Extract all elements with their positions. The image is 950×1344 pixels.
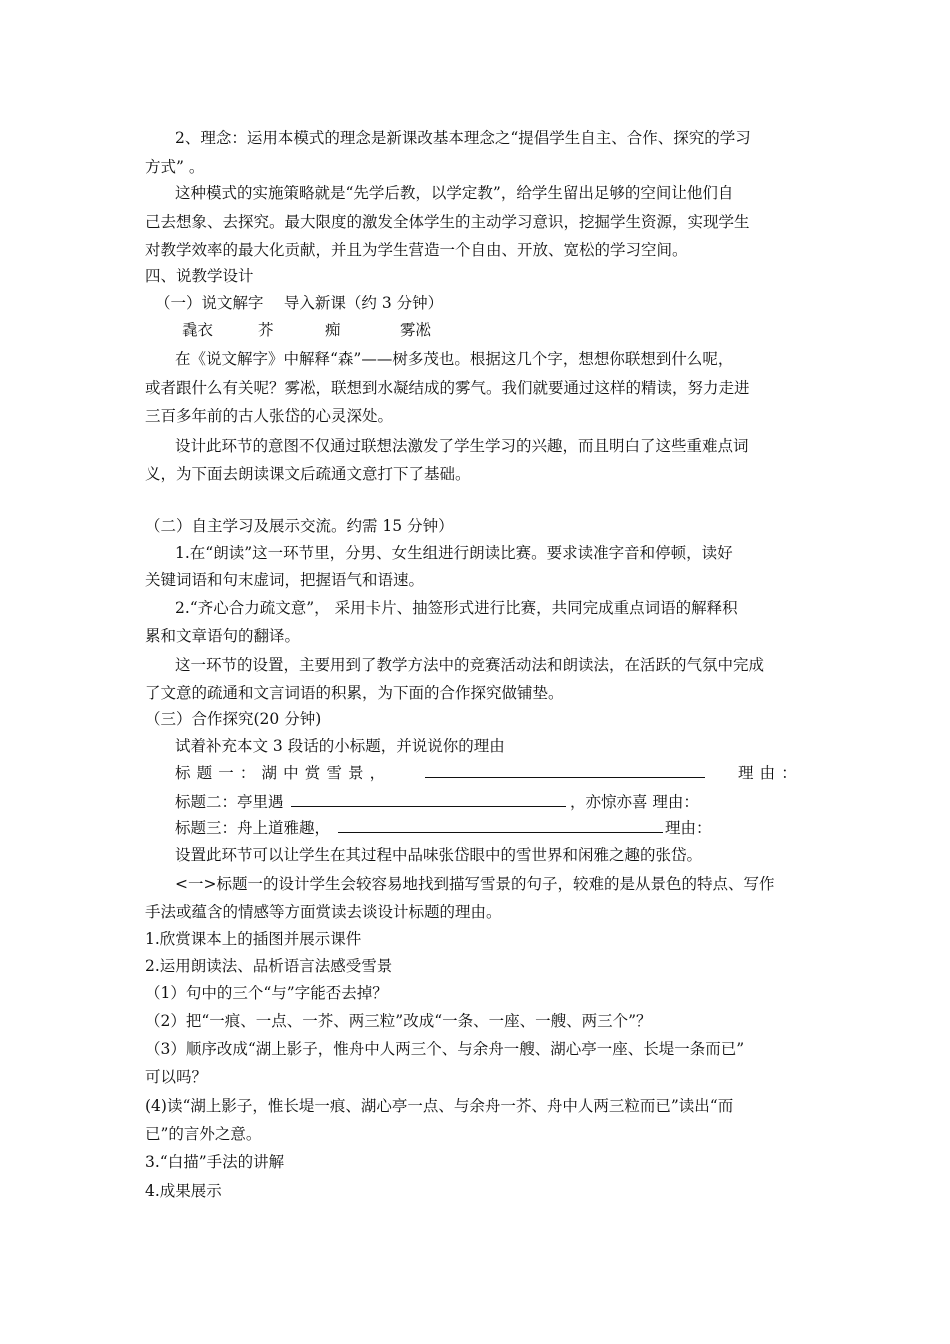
title-three-reason-label: 理由： bbox=[665, 819, 712, 837]
design-paragraph: 设置此环节可以让学生在其过程中品味张岱眼中的雪世界和闲雅之趣的张岱。 bbox=[175, 846, 703, 864]
vocab-word-3: 痴 bbox=[325, 321, 341, 339]
section-heading-4: 四、说教学设计 bbox=[145, 267, 254, 285]
strategy-paragraph-line-3: 对教学效率的最大化贡献，并且为学生营造一个自由、开放、宽松的学习空间。 bbox=[145, 241, 688, 259]
task-instruction: 试着补充本文 3 段话的小标题，并说说你的理由 bbox=[175, 737, 505, 755]
title-one-reason-label: 理 由 ： bbox=[738, 764, 798, 782]
subsection-heading-2: （二）自主学习及展示交流。约需 15 分钟） bbox=[145, 517, 454, 535]
vocab-word-2: 芥 bbox=[258, 321, 274, 339]
concept-paragraph-line-2: 方式” 。 bbox=[145, 158, 205, 176]
shuowen-paragraph-line-2: 或者跟什么有关呢？雾凇，联想到水凝结成的雾气。我们就要通过这样的精读，努力走进 bbox=[145, 379, 750, 397]
title-two-reason-label: ，亦惊亦喜 理由： bbox=[570, 793, 699, 811]
title-one-design-line-1: <一>标题一的设计学生会较容易地找到描写雪景的句子，较难的是从景色的特点、写作 bbox=[175, 875, 775, 893]
question-3-line-1: （3）顺序改成“湖上影子，惟舟中人两三个、与余舟一艘、湖心亭一座、长堤一条而已” bbox=[145, 1040, 745, 1058]
question-3-line-2: 可以吗？ bbox=[145, 1068, 208, 1086]
method-paragraph-line-1: 这一环节的设置，主要用到了教学方法中的竞赛活动法和朗读法，在活跃的气氛中完成 bbox=[175, 656, 765, 674]
title-two-label: 标题二：亭里遇 bbox=[175, 793, 284, 811]
subsection-heading-3: （三）合作探究(20 分钟) bbox=[145, 710, 322, 728]
title-one-label: 标 题 一 ： 湖 中 赏 雪 景 ， bbox=[175, 764, 386, 782]
cards-paragraph-line-1: 2.“齐心合力疏文意”， 采用卡片、抽签形式进行比赛，共同完成重点词语的解释积 bbox=[175, 599, 738, 617]
vocab-word-1: 毳衣 bbox=[182, 321, 214, 339]
list-item-2: 2.运用朗读法、品析语言法感受雪景 bbox=[145, 957, 393, 975]
strategy-paragraph-line-2: 己去想象、去探究。最大限度的激发全体学生的主动学习意识，挖掘学生资源，实现学生 bbox=[145, 213, 750, 231]
shuowen-paragraph-line-1: 在《说文解字》中解释“森”——树多茂也。根据这几个字，想想你联想到什么呢， bbox=[175, 350, 734, 368]
question-4-line-2: 已”的言外之意。 bbox=[145, 1125, 262, 1143]
intent-paragraph-line-2: 义，为下面去朗读课文后疏通文意打下了基础。 bbox=[145, 465, 471, 483]
title-two-blank bbox=[291, 792, 566, 807]
list-item-4: 4.成果展示 bbox=[145, 1182, 222, 1200]
intent-paragraph-line-1: 设计此环节的意图不仅通过联想法激发了学生学习的兴趣，而且明白了这些重难点词 bbox=[175, 437, 749, 455]
subsection-heading-1: （一）说文解字 导入新课（约 3 分钟） bbox=[155, 294, 444, 312]
shuowen-paragraph-line-3: 三百多年前的古人张岱的心灵深处。 bbox=[145, 407, 394, 425]
list-item-3: 3.“白描”手法的讲解 bbox=[145, 1153, 285, 1171]
question-1: （1）句中的三个“与”字能否去掉？ bbox=[145, 984, 388, 1002]
list-item-1: 1.欣赏课本上的插图并展示课件 bbox=[145, 930, 362, 948]
title-three-label: 标题三：舟上道雅趣， bbox=[175, 819, 331, 837]
strategy-paragraph-line-1: 这种模式的实施策略就是“先学后教，以学定教”，给学生留出足够的空间让他们自 bbox=[175, 184, 734, 202]
title-one-design-line-2: 手法或蕴含的情感等方面赏读去谈设计标题的理由。 bbox=[145, 903, 502, 921]
vocab-word-4: 雾凇 bbox=[400, 321, 432, 339]
question-2: （2）把“一痕、一点、一芥、两三粒”改成“一条、一座、一艘、两三个”？ bbox=[145, 1012, 652, 1030]
reading-paragraph-line-2: 关键词语和句末虚词，把握语气和语速。 bbox=[145, 571, 425, 589]
concept-paragraph-line-1: 2、理念：运用本模式的理念是新课改基本理念之“提倡学生自主、合作、探究的学习 bbox=[175, 129, 751, 147]
title-one-blank bbox=[425, 763, 705, 778]
title-three-blank bbox=[338, 818, 663, 833]
cards-paragraph-line-2: 累和文章语句的翻译。 bbox=[145, 627, 301, 645]
reading-paragraph-line-1: 1.在“朗读”这一环节里，分男、女生组进行朗读比赛。要求读准字音和停顿，读好 bbox=[175, 544, 733, 562]
method-paragraph-line-2: 了文意的疏通和文言词语的积累，为下面的合作探究做铺垫。 bbox=[145, 684, 564, 702]
question-4-line-1: (4)读“湖上影子，惟长堤一痕、湖心亭一点、与余舟一芥、舟中人两三粒而已”读出“而 bbox=[145, 1097, 734, 1115]
